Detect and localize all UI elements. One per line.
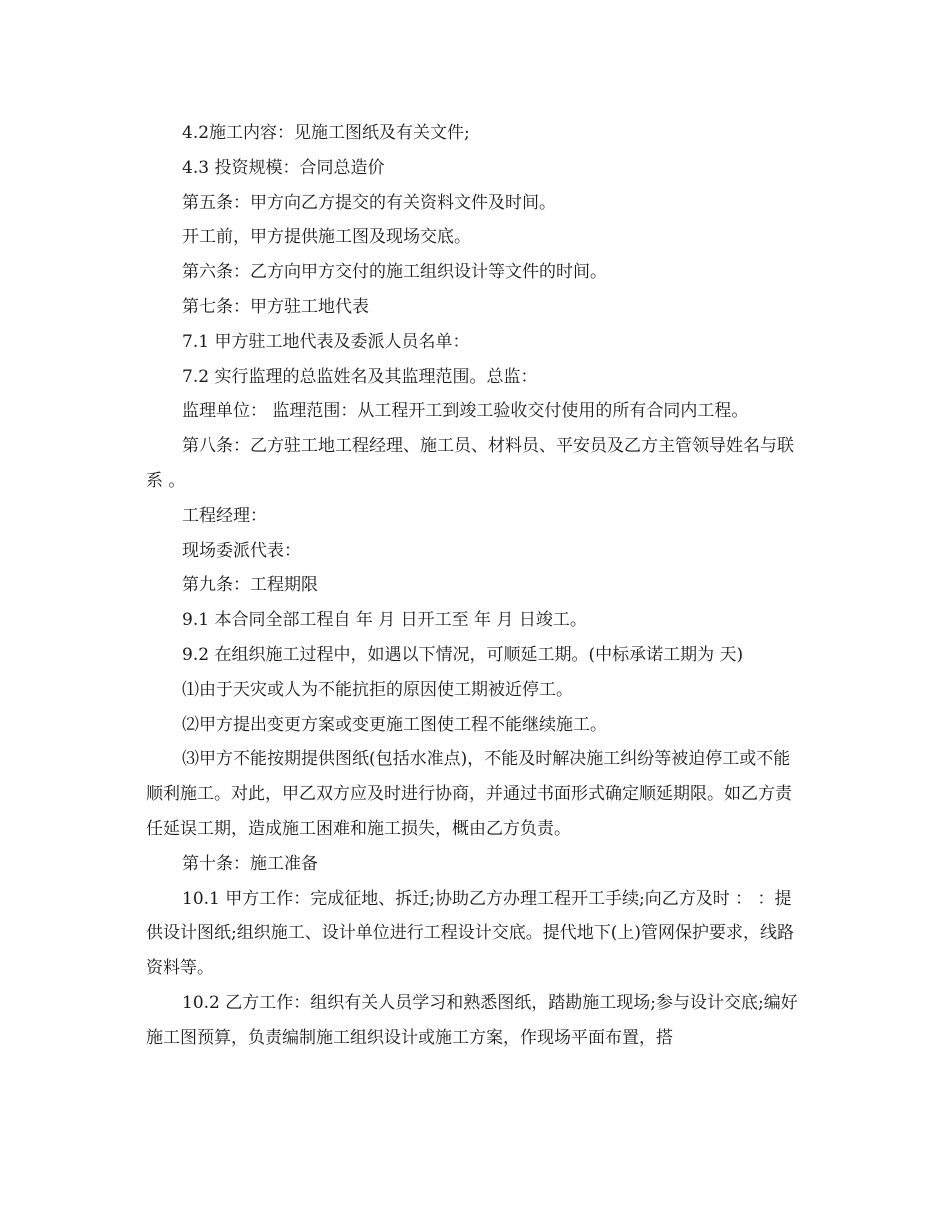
paragraph-case-1: ⑴由于天灾或人为不能抗拒的原因使工期被近停工。 <box>182 679 573 700</box>
paragraph-article-5: 第五条：甲方向乙方提交的有关资料文件及时间。 <box>182 192 556 213</box>
paragraph-case-2: ⑵甲方提出变更方案或变更施工图使工程不能继续施工。 <box>182 714 607 735</box>
paragraph-4-3: 4.3 投资规模：合同总造价 <box>182 157 385 178</box>
paragraph-10-2: 10.2 乙方工作：组织有关人员学习和熟悉图纸，踏勘施工现场;参与设计交底;编好施工图预算，负责编制施工组织设计或施工方案，作现场平面布置，搭 <box>146 992 798 1048</box>
paragraph-project-manager: 工程经理： <box>182 505 267 526</box>
paragraph-7-2: 7.2 实行监理的总监姓名及其监理范围。总监： <box>182 366 538 387</box>
paragraph-4-2: 4.2施工内容：见施工图纸及有关文件; <box>182 123 470 143</box>
paragraph-before-start: 开工前，甲方提供施工图及现场交底。 <box>182 227 471 248</box>
paragraph-article-8: 第八条：乙方驻工地工程经理、施工员、材料员、平安员及乙方主管领导姓名与联系 。 <box>146 436 794 491</box>
paragraph-article-9: 第九条：工程期限 <box>182 575 318 596</box>
document-body <box>146 116 806 1056</box>
paragraph-7-1: 7.1 甲方驻工地代表及委派人员名单： <box>182 331 470 352</box>
paragraph-supervision-unit: 监理单位： 监理范围：从工程开工到竣工验收交付使用的所有合同内工程。 <box>182 401 749 422</box>
paragraph-article-10: 第十条：施工准备 <box>182 853 318 874</box>
paragraph-10-1: 10.1 甲方工作：完成征地、拆迁;协助乙方办理工程开工手续;向乙方及时 ： ：提供设计图纸;组织施工、设计单位进行工程设计交底。提代地下(上)管网保护要求，线路资料等。 <box>146 888 794 979</box>
paragraph-9-1: 9.1 本合同全部工程自 年 月 日开工至 年 月 日竣工。 <box>182 610 587 631</box>
paragraph-article-6: 第六条：乙方向甲方交付的施工组织设计等文件的时间。 <box>182 262 607 283</box>
paragraph-case-3: ⑶甲方不能按期提供图纸(包括水准点)，不能及时解决施工纠纷等被迫停工或不能顺利施工。对此，甲乙双方应及时进行协商，并通过书面形式确定顺延期限。如乙方责任延误工期，造成施工困难和施工损失，概由乙方负责。 <box>146 749 792 839</box>
paragraph-article-7: 第七条：甲方驻工地代表 <box>182 296 369 317</box>
paragraph-9-2: 9.2 在组织施工过程中，如遇以下情况，可顺延工期。(中标承诺工期为 天) <box>182 644 744 665</box>
paragraph-site-representative: 现场委派代表： <box>182 540 301 561</box>
